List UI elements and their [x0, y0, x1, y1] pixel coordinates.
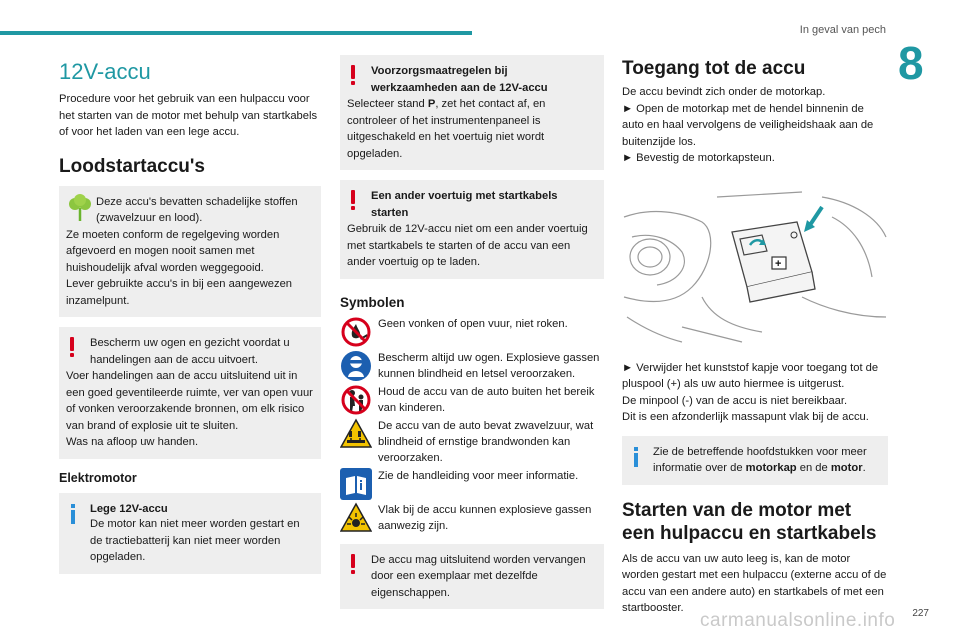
page-number: 227 [912, 608, 929, 619]
symbol-text: Bescherm altijd uw ogen. Explosieve gassen kunnen blindheid en letsel veroorzaken. [378, 351, 600, 380]
symbol-text: Vlak bij de accu kunnen explosieve gassen aanwezig zijn. [378, 503, 592, 532]
symbol-text: Houd de accu van de auto buiten het bereik van kinderen. [378, 385, 595, 414]
symbol-text: Zie de handleiding voor meer informatie. [378, 469, 579, 482]
environment-text-1: Deze accu's bevatten schadelijke stoffen (zwavelzuur en lood). [96, 195, 298, 224]
intro-paragraph: Procedure voor het gebruik van een hulpaccu voor het starten van de motor met behulp van startkabels of voor het laden van een lege accu. [59, 93, 318, 138]
paragraph: Als de accu van uw auto leeg is, kan de motor worden gestart met een hulpaccu (externe accu of de accu van een andere auto) en startkabels of met een startbooster. [622, 552, 887, 614]
warning-text: Gebruik de 12V-accu niet om een ander voertuig met startkabels te starten of de accu van een ander voertuig op te laden. [347, 223, 588, 268]
info-text: De motor kan niet meer worden gestart en de tractiebatterij kan niet meer worden opgeladen. [90, 518, 300, 563]
warning-text: Selecteer stand P, zet het contact af, en controleer of het instrumentenpaneel is uitgeschakeld en het voertuig niet wordt opgeladen. [347, 98, 546, 160]
warning-title: Een ander voertuig met startkabels starten [371, 190, 558, 219]
engine-bay-illustration [622, 177, 888, 347]
column-1 [59, 55, 321, 584]
warning-icon [69, 337, 75, 359]
environment-text-3: Lever gebruikte accu's in bij een aangewezen inzamelpunt. [66, 278, 293, 307]
warning-title: Voorzorgsmaatregelen bij werkzaamheden aan de 12V-accu [371, 65, 548, 94]
info-text: Zie de betreffende hoofdstukken voor meer informatie over de motorkap en de motor. [653, 445, 867, 474]
warning-box-replace-battery [340, 544, 604, 610]
info-box-empty-battery [59, 493, 321, 574]
symbols-heading: Symbolen [340, 294, 405, 310]
environment-text-2: Ze moeten conform de regelgeving worden afgevoerd en mogen nooit samen met huishoudelijk afval worden weggegooid. [66, 228, 280, 274]
paragraph: De minpool (-) van de accu is niet bereikbaar. [622, 394, 848, 407]
warning-icon [350, 554, 356, 576]
section-heading-access-battery: Toegang tot de accu [622, 58, 806, 79]
warning-text: De accu mag uitsluitend worden vervangen door een exemplaar met dezelfde eigenschappen. [371, 553, 586, 599]
symbol-row [340, 350, 604, 382]
info-icon [70, 504, 76, 526]
column-2 [340, 55, 604, 619]
symbol-row [340, 502, 604, 534]
section-heading-lead-batteries: Loodstartaccu's [59, 155, 205, 177]
no-open-flame-icon [340, 316, 372, 348]
info-icon [633, 447, 639, 469]
info-box-see-chapters [622, 436, 888, 485]
warning-text-3: Was na afloop uw handen. [66, 436, 199, 448]
warning-text-1: Bescherm uw ogen en gezicht voordat u handelingen aan de accu uitvoert. [90, 337, 290, 366]
read-manual-icon [340, 468, 372, 500]
subheading-electric-motor: Elektromotor [59, 470, 137, 485]
paragraph: De accu bevindt zich onder de motorkap. [622, 86, 826, 98]
section-title: 12V-accu [59, 59, 151, 84]
keep-away-children-icon [340, 384, 372, 416]
warning-box-eyes [59, 327, 321, 459]
warning-box-precautions [340, 55, 604, 170]
svg-text:+: + [775, 257, 782, 270]
step: ► Open de motorkap met de hendel binnenin de auto en haal vervolgens de veiligheidshaak aan de buitenzijde los. [622, 102, 874, 148]
symbol-row [340, 468, 604, 500]
watermark: carmanualsonline.info [700, 610, 896, 631]
section-heading-jump-start: Starten van de motor met een hulpaccu en startkabels [622, 499, 877, 544]
header-accent-bar [0, 31, 472, 35]
chapter-number: 8 [898, 37, 924, 89]
corrosive-icon [340, 418, 372, 450]
explosive-icon [340, 502, 372, 534]
column-3 [622, 55, 888, 617]
warning-icon [350, 65, 356, 87]
symbol-row [340, 384, 604, 416]
symbol-text: Geen vonken of open vuur, niet roken. [378, 317, 568, 330]
warning-box-jump-start-other [340, 180, 604, 279]
warning-icon [350, 190, 356, 212]
warning-text-2: Voer handelingen aan de accu uitsluitend uit in een goed geventileerde ruimte, ver van open vuur of vonken veroorzakende bronnen, om elk risico van brand of explosie uit te sluiten. [66, 370, 313, 432]
wear-eye-protection-icon [340, 350, 372, 382]
info-title: Lege 12V-accu [90, 502, 168, 515]
step: ► Verwijder het kunststof kapje voor toegang tot de pluspool (+) als uw auto hiermee is uitgerust. [622, 361, 879, 390]
environment-box [59, 186, 321, 318]
symbol-text: De accu van de auto bevat zwavelzuur, wat blindheid of ernstige brandwonden kan veroorzaken. [378, 419, 594, 464]
paragraph: Dit is een afzonderlijk massapunt vlak bij de accu. [622, 411, 869, 423]
symbol-row [340, 418, 604, 466]
symbol-row [340, 316, 604, 348]
chapter-title: In geval van pech [799, 24, 886, 36]
step: ► Bevestig de motorkapsteun. [622, 152, 775, 164]
environment-leaf-icon [67, 194, 93, 222]
